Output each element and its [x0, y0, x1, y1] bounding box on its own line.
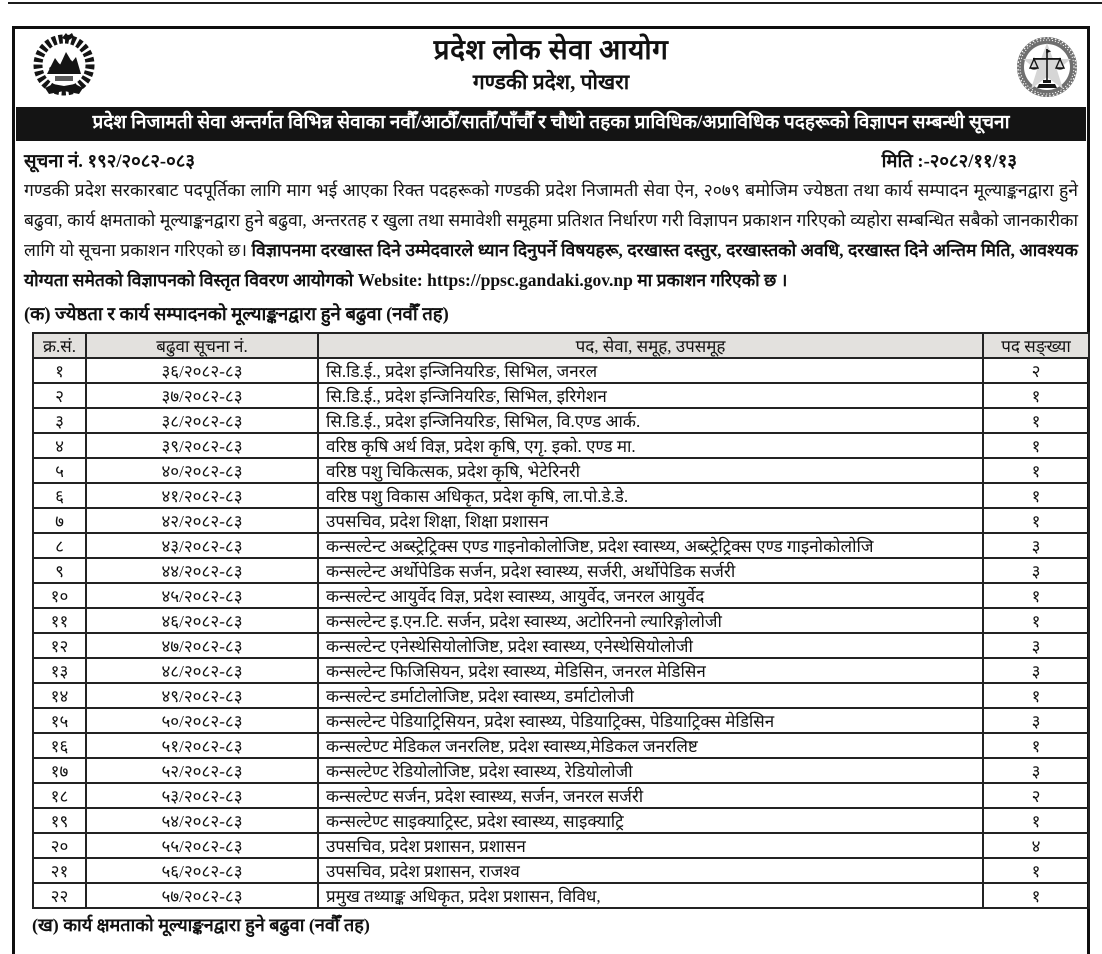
- cell-serial-number: ६: [33, 483, 86, 508]
- cell-serial-number: १३: [33, 658, 86, 683]
- cell-serial-number: ४: [33, 433, 86, 458]
- cell-post-service-group: कन्सल्टेन्ट डर्माटोलोजिष्ट, प्रदेश स्वास्थ्य, डर्माटोलोजी: [318, 683, 983, 708]
- cell-post-count: १: [983, 433, 1089, 458]
- cell-post-service-group: वरिष्ठ पशु चिकित्सक, प्रदेश कृषि, भेटेरिनरी: [318, 458, 983, 483]
- cell-post-count: ३: [983, 558, 1089, 583]
- notice-page-frame: [12, 26, 1090, 954]
- cell-post-service-group: कन्सल्टेन्ट पेडियाट्रिसियन, प्रदेश स्वास्थ्य, पेडियाट्रिक्स, पेडियाट्रिक्स मेडिसिन: [318, 708, 983, 733]
- notice-date: मिति :-२०८२/११/१३: [881, 152, 1017, 172]
- cell-notice-number: ४९/२०८२-८३: [86, 683, 318, 708]
- cell-serial-number: ११: [33, 608, 86, 633]
- cell-notice-number: ४३/२०८२-८३: [86, 533, 318, 558]
- table-row: [33, 733, 1089, 758]
- cell-serial-number: १४: [33, 683, 86, 708]
- cell-notice-number: ४६/२०८२-८३: [86, 608, 318, 633]
- cell-notice-number: ४२/२०८२-८३: [86, 508, 318, 533]
- promotion-table-body: [33, 358, 1089, 908]
- table-header-row: [33, 333, 1089, 358]
- cell-notice-number: ४१/२०८२-८३: [86, 483, 318, 508]
- nepal-coat-of-arms-icon: [33, 32, 95, 102]
- cell-notice-number: ३६/२०८२-८३: [86, 358, 318, 383]
- cell-post-service-group: कन्सल्टेन्ट एनेस्थेसियोलोजिष्ट, प्रदेश स्वास्थ्य, एनेस्थेसियोलोजी: [318, 633, 983, 658]
- cell-post-service-group: उपसचिव, प्रदेश प्रशासन, प्रशासन: [318, 833, 983, 858]
- cell-post-service-group: कन्सल्टेण्ट रेडियोलोजिष्ट, प्रदेश स्वास्थ्य, रेडियोलोजी: [318, 758, 983, 783]
- table-row: [33, 608, 1089, 633]
- cell-post-service-group: कन्सल्टेण्ट साइक्याट्रिस्ट, प्रदेश स्वास्थ्य, साइक्याट्रि: [318, 808, 983, 833]
- cell-notice-number: ५०/२०८२-८३: [86, 708, 318, 733]
- promotion-table-header: [33, 333, 1089, 358]
- cell-post-service-group: कन्सल्टेन्ट आयुर्वेद विज्ञ, प्रदेश स्वास्थ्य, आयुर्वेद, जनरल आयुर्वेद: [318, 583, 983, 608]
- table-row: [33, 408, 1089, 433]
- cell-notice-number: ५२/२०८२-८३: [86, 758, 318, 783]
- meta-row: [15, 141, 1087, 173]
- cell-notice-number: ३९/२०८२-८३: [86, 433, 318, 458]
- cell-post-count: ३: [983, 533, 1089, 558]
- promotion-table: [32, 332, 1090, 909]
- cell-serial-number: १८: [33, 783, 86, 808]
- table-row: [33, 583, 1089, 608]
- header-serial-number: क्र.सं.: [33, 333, 86, 358]
- table-row: [33, 358, 1089, 383]
- table-row: [33, 708, 1089, 733]
- top-horizontal-rule: [8, 2, 1102, 4]
- header-post-count: पद सङ्ख्या: [983, 333, 1089, 358]
- title-block: [15, 29, 1087, 97]
- table-row: [33, 883, 1089, 908]
- cell-serial-number: २: [33, 383, 86, 408]
- cell-post-service-group: वरिष्ठ कृषि अर्थ विज्ञ, प्रदेश कृषि, एगृ. इको. एण्ड मा.: [318, 433, 983, 458]
- notice-number: सूचना नं. १९२/२०८२-०८३: [24, 152, 195, 172]
- cell-serial-number: ९: [33, 558, 86, 583]
- cell-post-count: ४: [983, 833, 1089, 858]
- cell-notice-number: ५१/२०८२-८३: [86, 733, 318, 758]
- cell-serial-number: १५: [33, 708, 86, 733]
- cell-post-service-group: सि.डि.ई., प्रदेश इन्जिनियरिङ, सिभिल, जनरल: [318, 358, 983, 383]
- intro-paragraph: [15, 173, 1087, 295]
- cell-post-service-group: कन्सल्टेन्ट इ.एन.टि. सर्जन, प्रदेश स्वास्थ्य, अटोरिननो ल्यारिङ्गोलोजी: [318, 608, 983, 633]
- next-section-heading-cutoff: (ख) कार्य क्षमताको मूल्याङ्कनद्वारा हुने बढुवा (नवौँ तह): [32, 915, 370, 935]
- header-post-service-group: पद, सेवा, समूह, उपसमूह: [318, 333, 983, 358]
- ppsc-gandaki-seal-icon: [1015, 35, 1079, 99]
- cell-post-service-group: कन्सल्टेन्ट अर्थोपेडिक सर्जन, प्रदेश स्वास्थ्य, सर्जरी, अर्थोपेडिक सर्जरी: [318, 558, 983, 583]
- cell-post-count: १: [983, 483, 1089, 508]
- table-row: [33, 758, 1089, 783]
- cell-serial-number: ३: [33, 408, 86, 433]
- page-subtitle: गण्डकी प्रदेश, पोखरा: [472, 70, 630, 94]
- cell-notice-number: ४५/२०८२-८३: [86, 583, 318, 608]
- cell-serial-number: १: [33, 358, 86, 383]
- cell-serial-number: ५: [33, 458, 86, 483]
- table-row: [33, 683, 1089, 708]
- table-row: [33, 483, 1089, 508]
- cell-post-service-group: कन्सल्टेन्ट फिजिसियन, प्रदेश स्वास्थ्य, मेडिसिन, जनरल मेडिसिन: [318, 658, 983, 683]
- cell-post-service-group: सि.डि.ई., प्रदेश इन्जिनियरिङ, सिभिल, वि.एण्ड आर्क.: [318, 408, 983, 433]
- cell-post-count: ३: [983, 708, 1089, 733]
- table-row: [33, 533, 1089, 558]
- cell-notice-number: ५७/२०८२-८३: [86, 883, 318, 908]
- cell-serial-number: २१: [33, 858, 86, 883]
- table-row: [33, 458, 1089, 483]
- header-notice-number: बढुवा सूचना नं.: [86, 333, 318, 358]
- cell-serial-number: १२: [33, 633, 86, 658]
- intro-bold-text: विज्ञापनमा दरखास्त दिने उम्मेदवारले ध्यान दिनुपर्ने विषयहरू, दरखास्त दस्तुर, दरखास्तको अवधि, दरखास्त दिने अन्तिम मिति, आवश्यक योग्यता समेतको विज्ञापनको विस्तृत विवरण आयोगको Website: https://ppsc.gandaki.gov.np मा प्रकाशन गरिएको छ ।: [24, 240, 1078, 290]
- cell-post-service-group: कन्सल्टेण्ट सर्जन, प्रदेश स्वास्थ्य, सर्जन, जनरल सर्जरी: [318, 783, 983, 808]
- cell-post-count: १: [983, 858, 1089, 883]
- cell-post-count: १: [983, 508, 1089, 533]
- cell-post-count: १: [983, 458, 1089, 483]
- cell-post-count: १: [983, 383, 1089, 408]
- cell-post-service-group: वरिष्ठ पशु विकास अधिकृत, प्रदेश कृषि, ला.पो.डे.डे.: [318, 483, 983, 508]
- cell-notice-number: ३७/२०८२-८३: [86, 383, 318, 408]
- cell-post-count: १: [983, 883, 1089, 908]
- cell-post-count: ३: [983, 758, 1089, 783]
- cell-serial-number: १७: [33, 758, 86, 783]
- cell-serial-number: २२: [33, 883, 86, 908]
- cell-serial-number: २०: [33, 833, 86, 858]
- notice-header: [15, 29, 1087, 105]
- cell-serial-number: १९: [33, 808, 86, 833]
- cell-notice-number: ५५/२०८२-८३: [86, 833, 318, 858]
- cell-serial-number: ७: [33, 508, 86, 533]
- table-row: [33, 433, 1089, 458]
- table-row: [33, 833, 1089, 858]
- cell-serial-number: ८: [33, 533, 86, 558]
- table-row: [33, 658, 1089, 683]
- cell-notice-number: ५६/२०८२-८३: [86, 858, 318, 883]
- cell-post-count: २: [983, 358, 1089, 383]
- cell-notice-number: ३८/२०८२-८३: [86, 408, 318, 433]
- cell-notice-number: ४७/२०८२-८३: [86, 633, 318, 658]
- cell-post-count: १: [983, 583, 1089, 608]
- cell-notice-number: ५३/२०८२-८३: [86, 783, 318, 808]
- cell-serial-number: १०: [33, 583, 86, 608]
- cell-notice-number: ४०/२०८२-८३: [86, 458, 318, 483]
- table-row: [33, 783, 1089, 808]
- cell-post-count: १: [983, 733, 1089, 758]
- cell-post-count: १: [983, 608, 1089, 633]
- table-row: [33, 508, 1089, 533]
- cell-post-service-group: सि.डि.ई., प्रदेश इन्जिनियरिङ, सिभिल, इरिगेशन: [318, 383, 983, 408]
- table-row: [33, 558, 1089, 583]
- banner-headline: प्रदेश निजामती सेवा अन्तर्गत विभिन्न सेवाका नवौँ/आठौँ/सातौँ/पाँचौँ र चौथो तहका प्राविधिक/अप्राविधिक पदहरूको विज्ञापन सम्बन्धी सूचना: [16, 107, 1086, 141]
- cell-post-service-group: उपसचिव, प्रदेश शिक्षा, शिक्षा प्रशासन: [318, 508, 983, 533]
- cell-post-count: ३: [983, 658, 1089, 683]
- intro-normal-text: गण्डकी प्रदेश सरकारबाट पदपूर्तिका लागि माग भई आएका रिक्त पदहरूको गण्डकी प्रदेश निजामती सेवा ऐन, २०७९ बमोजिम ज्येष्ठता तथा कार्य सम्पादन मूल्याङ्कनद्वारा हुने बढुवा, कार्य क्षमताको मूल्याङ्कनद्वारा हुने बढुवा, अन्तरतह र खुला तथा समावेशी समूहमा प्रतिशत निर्धारण गरी विज्ञापन प्रकाशन गरिएको व्यहोरा सम्बन्धित सबैको जानकारीका लागि यो सूचना प्रकाशन गरिएको छ।: [24, 180, 1078, 260]
- cell-post-count: ३: [983, 633, 1089, 658]
- page-title: प्रदेश लोक सेवा आयोग: [433, 35, 669, 66]
- table-row: [33, 633, 1089, 658]
- cell-post-service-group: कन्सल्टेन्ट अब्स्ट्रेट्रिक्स एण्ड गाइनोकोलोजिष्ट, प्रदेश स्वास्थ्य, अब्स्ट्रेट्रिक्स एण्ड गाइनोकोलोजि: [318, 533, 983, 558]
- cell-notice-number: ५४/२०८२-८३: [86, 808, 318, 833]
- cell-post-count: २: [983, 783, 1089, 808]
- cell-post-service-group: कन्सल्टेण्ट मेडिकल जनरलिष्ट, प्रदेश स्वास्थ्य,मेडिकल जनरलिष्ट: [318, 733, 983, 758]
- cell-post-service-group: प्रमुख तथ्याङ्क अधिकृत, प्रदेश प्रशासन, विविध,: [318, 883, 983, 908]
- cell-post-count: १: [983, 683, 1089, 708]
- cell-post-count: १: [983, 408, 1089, 433]
- cell-notice-number: ४४/२०८२-८३: [86, 558, 318, 583]
- cell-post-service-group: उपसचिव, प्रदेश प्रशासन, राजश्व: [318, 858, 983, 883]
- cell-post-count: १: [983, 808, 1089, 833]
- table-row: [33, 808, 1089, 833]
- cell-serial-number: १६: [33, 733, 86, 758]
- table-row: [33, 383, 1089, 408]
- table-row: [33, 858, 1089, 883]
- cell-notice-number: ४८/२०८२-८३: [86, 658, 318, 683]
- section-heading: (क) ज्येष्ठता र कार्य सम्पादनको मूल्याङ्कनद्वारा हुने बढुवा (नवौँ तह): [24, 305, 449, 325]
